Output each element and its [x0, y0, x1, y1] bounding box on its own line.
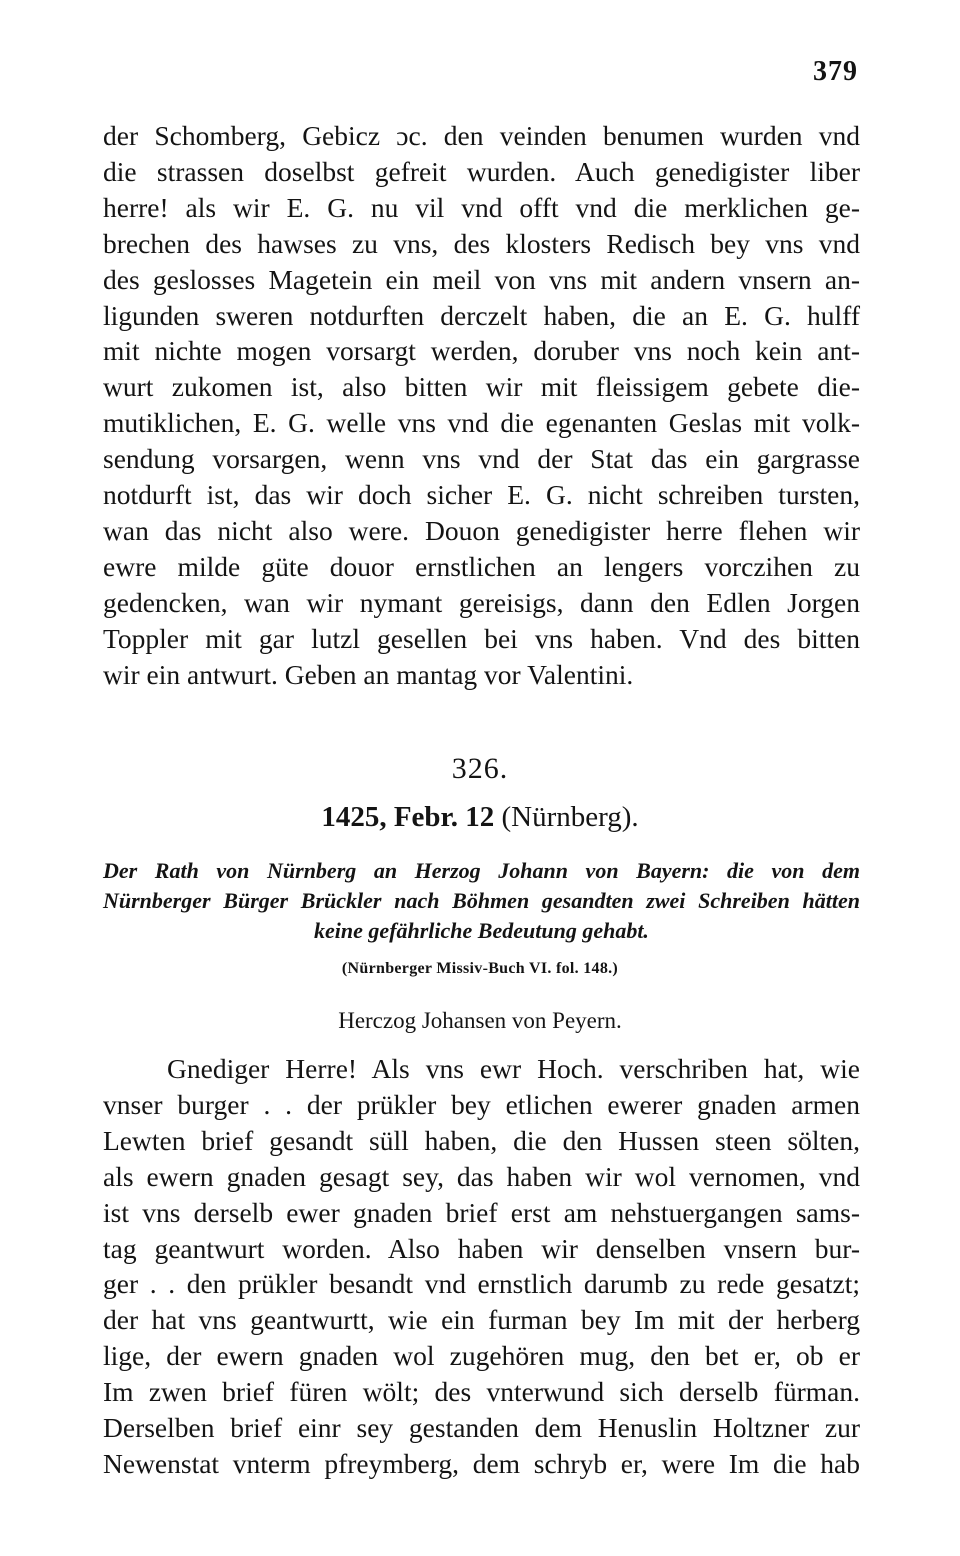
document-summary	[103, 856, 860, 946]
document-number: 326.	[451, 752, 509, 785]
place-text: (Nürnberg).	[501, 801, 639, 833]
text-line: ger . . den prükler besandt vnd ernstlich darumb zu rede gesatzt;	[103, 1268, 860, 1300]
text-line: sendung vorsargen, wenn vns vnd der Stat das ein gargrasse	[103, 443, 860, 475]
text-line: brechen des hawses zu vns, des klosters Redisch bey vns vnd	[103, 227, 860, 259]
text-line: mutiklichen, E. G. welle vns vnd die egenanten Geslas mit volk-	[103, 407, 860, 439]
text-line: ligunden sweren notdurften derczelt haben, die an E. G. hulff	[103, 299, 860, 331]
text-line: ist vns derselb ewer gnaden brief erst am nehstuergangen sams-	[103, 1196, 860, 1228]
text-line: Im zwen brief füren wölt; des vnterwund sich derselb fürman.	[103, 1376, 860, 1408]
continued-letter-text	[103, 118, 860, 693]
text-line: Derselben brief einr sey gestanden dem Henuslin Holtzner zur	[103, 1412, 860, 1444]
summary-line: Der Rath von Nürnberg an Herzog Johann von Bayern: die von dem	[103, 858, 860, 883]
text-line: vnser burger . . der prükler bey etlichen ewerer gnaden armen	[103, 1088, 860, 1120]
text-line: die strassen doselbst gefreit wurden. Auch genedigister liber	[103, 155, 860, 187]
summary-line: keine gefährliche Bedeutung gehabt.	[314, 918, 649, 943]
text-line: des geslosses Magetein ein meil von vns mit andern vnsern an-	[103, 263, 860, 295]
text-line: herre! als wir E. G. nu vil vnd offt vnd die merklichen ge-	[103, 191, 860, 223]
text-line: lige, der ewern gnaden wol zugehören mug, den bet er, ob er	[103, 1340, 860, 1372]
letter-address: Herczog Johansen von Peyern.	[338, 1008, 622, 1033]
text-line: notdurft ist, das wir doch sicher E. G. nicht schreiben tursten,	[103, 479, 860, 511]
text-line: mit nichte mogen vorsargt werden, doruber vns noch kein ant-	[103, 335, 860, 367]
text-line: gedencken, wan wir nymant gereisigs, dann den Edlen Jorgen	[103, 586, 860, 618]
text-line: wurt zukomen ist, also bitten wir mit fleissigem gebete die-	[103, 371, 860, 403]
text-line: der hat vns geantwurtt, wie ein furman bey Im mit der herberg	[103, 1304, 860, 1336]
text-line: der Schomberg, Gebicz ɔc. den veinden benumen wurden vnd	[103, 120, 860, 151]
text-line: wir ein antwurt. Geben an mantag vor Valentini.	[103, 658, 634, 690]
text-line: tag geantwurt worden. Also haben wir denselben vnsern bur-	[103, 1232, 860, 1264]
source-reference: (Nürnberger Missiv-Buch VI. fol. 148.)	[341, 960, 619, 977]
summary-line: Nürnberger Bürger Brückler nach Böhmen gesandten zwei Schreiben hätten	[103, 888, 860, 913]
date-text: 1425, Febr. 12	[321, 801, 495, 833]
text-line: Newenstat vnterm pfreymberg, dem schryb er, were Im die hab	[103, 1447, 860, 1479]
text-line: ewre milde güte douor ernstlichen an lengers vorczihen zu	[103, 550, 860, 582]
text-line: wan das nicht also were. Douon genedigister herre flehen wir	[103, 514, 860, 546]
document-date	[0, 801, 960, 834]
page-number: 379	[813, 56, 858, 87]
text-line: Lewten brief gesandt süll haben, die den Hussen steen sölten,	[103, 1124, 860, 1156]
letter-text	[103, 1051, 860, 1482]
text-line: als ewern gnaden gesagt sey, das haben wir wol vernomen, vnd	[103, 1160, 860, 1192]
text-line: Gnediger Herre! Als vns ewr Hoch. verschriben hat, wie	[167, 1053, 860, 1084]
text-line: Toppler mit gar lutzl gesellen bei vns haben. Vnd des bitten	[103, 622, 860, 654]
